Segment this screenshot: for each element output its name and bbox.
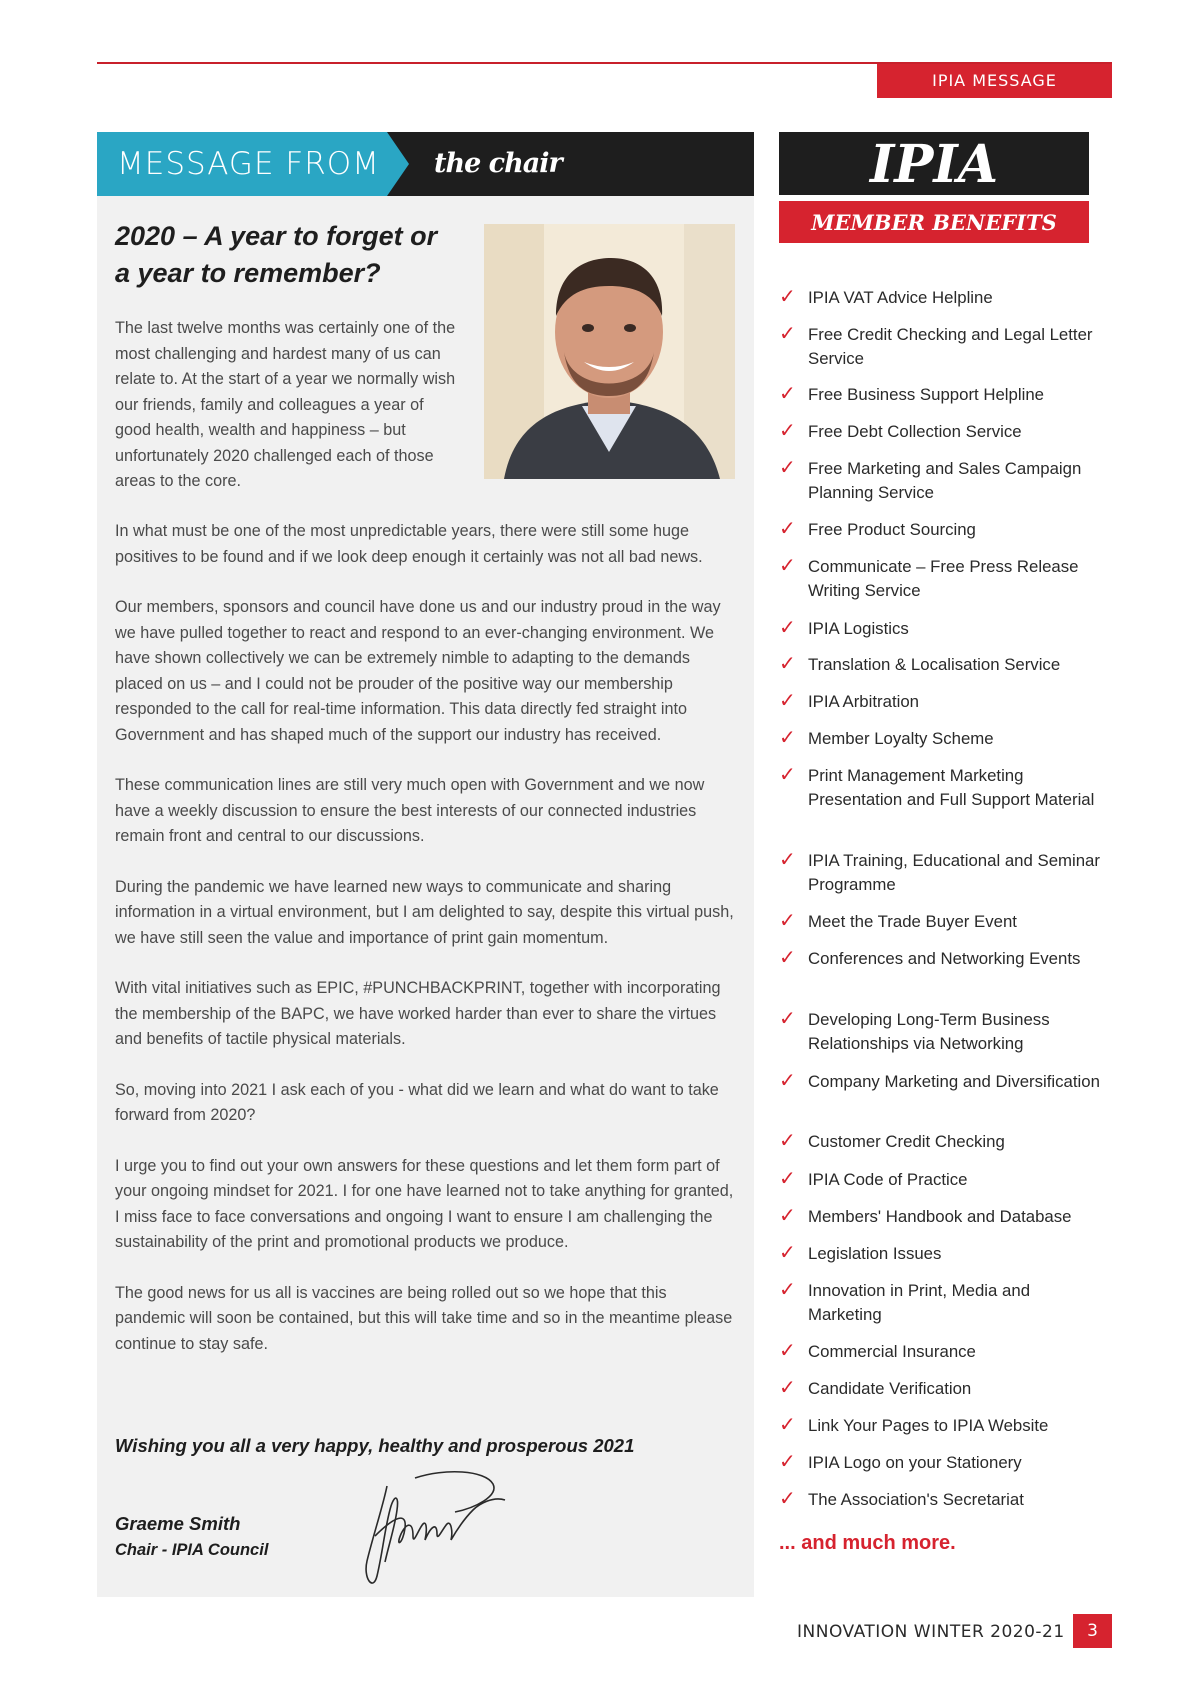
benefit-label: Communicate – Free Press Release Writing Service — [808, 557, 1079, 600]
benefit-label: Link Your Pages to IPIA Website — [808, 1416, 1049, 1435]
section-tag: IPIA MESSAGE — [877, 64, 1112, 98]
benefit-label: IPIA Logo on your Stationery — [808, 1453, 1022, 1472]
banner-the-chair: the chair — [434, 148, 562, 179]
benefit-label: Commercial Insurance — [808, 1342, 976, 1361]
checkmark-icon: ✓ — [779, 945, 796, 969]
ipia-title-box: IPIA — [779, 132, 1089, 195]
benefit-label: IPIA VAT Advice Helpline — [808, 288, 993, 307]
closing-wish: Wishing you all a very happy, healthy and prosperous 2021 — [115, 1435, 635, 1456]
article-body — [115, 519, 740, 1382]
checkmark-icon: ✓ — [779, 762, 796, 786]
checkmark-icon: ✓ — [779, 1277, 796, 1301]
banner-teal-block — [97, 132, 387, 196]
article-paragraph: The good news for us all is vaccines are being rolled out so we hope that this pandemic will soon be contained, but this will take time and so in the meantime please continue to stay safe. — [115, 1283, 733, 1353]
benefit-label: Innovation in Print, Media and Marketing — [808, 1281, 1031, 1324]
benefit-label: Translation & Localisation Service — [808, 655, 1061, 674]
article-paragraph: So, moving into 2021 I ask each of you - what did we learn and what do want to take forward from 2020? — [115, 1080, 719, 1124]
checkmark-icon: ✓ — [779, 847, 796, 871]
benefit-label: Free Product Sourcing — [808, 520, 976, 539]
checkmark-icon: ✓ — [779, 1240, 796, 1264]
checkmark-icon: ✓ — [779, 615, 796, 639]
checkmark-icon: ✓ — [779, 1449, 796, 1473]
checkmark-icon: ✓ — [779, 1375, 796, 1399]
benefit-label: IPIA Logistics — [808, 619, 909, 638]
checkmark-icon: ✓ — [779, 516, 796, 540]
benefit-label: Free Credit Checking and Legal Letter Service — [808, 325, 1093, 368]
member-benefits-title: MEMBER BENEFITS — [779, 201, 1089, 243]
checkmark-icon: ✓ — [779, 725, 796, 749]
banner-message-from: MESSAGE FROM — [117, 146, 380, 182]
benefit-label: IPIA Training, Educational and Seminar Programme — [808, 851, 1100, 894]
checkmark-icon: ✓ — [779, 455, 796, 479]
article-headline: 2020 – A year to forget or a year to remember? — [115, 221, 438, 288]
benefit-label: Free Business Support Helpline — [808, 385, 1044, 404]
and-much-more: ... and much more. — [779, 1532, 956, 1554]
checkmark-icon: ✓ — [779, 1068, 796, 1092]
page-number: 3 — [1073, 1614, 1112, 1648]
checkmark-icon: ✓ — [779, 1203, 796, 1227]
checkmark-icon: ✓ — [779, 688, 796, 712]
checkmark-icon: ✓ — [779, 381, 796, 405]
benefit-label: Print Management Marketing Presentation and Full Support Material — [808, 766, 1095, 809]
checkmark-icon: ✓ — [779, 651, 796, 675]
article-paragraph: I urge you to find out your own answers for these questions and let them form part of your ongoing mindset for 2021. I for one have learned not to take anything for granted, I miss face to face conversations and ongoing I want to ensure I am challenging the sustainability of the print and promotional products we produce. — [115, 1156, 734, 1251]
checkmark-icon: ✓ — [779, 1166, 796, 1190]
benefit-label: The Association's Secretariat — [808, 1490, 1024, 1509]
benefit-label: Developing Long-Term Business Relationships via Networking — [808, 1010, 1050, 1053]
checkmark-icon: ✓ — [779, 1128, 796, 1152]
article-paragraph: Our members, sponsors and council have done us and our industry proud in the way we have pulled together to react and respond to an ever-changing environment. We have shown collectively we can be extremely nimble to adapting to the demands placed on us – and I could not be prouder of the positive way our membership responded to the call for real-time information. This data directly fed straight into Government and has shaped much of the support our industry has received. — [115, 598, 721, 744]
checkmark-icon: ✓ — [779, 1006, 796, 1030]
benefit-label: Legislation Issues — [808, 1244, 942, 1263]
checkmark-icon: ✓ — [779, 908, 796, 932]
benefit-label: IPIA Code of Practice — [808, 1170, 968, 1189]
benefit-label: Free Debt Collection Service — [808, 422, 1022, 441]
checkmark-icon: ✓ — [779, 1338, 796, 1362]
checkmark-icon: ✓ — [779, 418, 796, 442]
message-banner — [97, 132, 754, 196]
article-paragraph: These communication lines are still very much open with Government and we now have a weekly discussion to ensure the best interests of our connected industries remain front and central to our discussions. — [115, 776, 705, 845]
benefit-label: Members' Handbook and Database — [808, 1207, 1072, 1226]
benefit-label: Free Marketing and Sales Campaign Planning Service — [808, 459, 1082, 502]
article-paragraph: During the pandemic we have learned new ways to communicate and sharing information in a virtual environment, but I am delighted to say, despite this virtual push, we have still seen the value and importance of print gain momentum. — [115, 877, 734, 947]
benefit-label: Customer Credit Checking — [808, 1132, 1005, 1151]
checkmark-icon: ✓ — [779, 321, 796, 345]
benefit-label: IPIA Arbitration — [808, 692, 920, 711]
checkmark-icon: ✓ — [779, 1412, 796, 1436]
benefit-label: Member Loyalty Scheme — [808, 729, 994, 748]
author-photo — [484, 224, 735, 479]
checkmark-icon: ✓ — [779, 284, 796, 308]
banner-arrow — [387, 132, 409, 196]
article-paragraph: In what must be one of the most unpredictable years, there were still some huge positives to be found and if we look deep enough it certainly was not all bad news. — [115, 522, 703, 566]
benefit-label: Candidate Verification — [808, 1379, 972, 1398]
benefit-label: Conferences and Networking Events — [808, 949, 1081, 968]
signatory-name: Graeme Smith — [115, 1513, 241, 1534]
article-intro: The last twelve months was certainly one of the most challenging and hardest many of us can relate to. At the start of a year we normally wish our friends, family and colleagues a year of good health, wealth and happiness – but unfortunately 2020 challenged each of those areas to the core. — [115, 319, 456, 490]
handwritten-signature — [355, 1466, 515, 1596]
issue-label: INNOVATION WINTER 2020-21 — [797, 1622, 1065, 1642]
checkmark-icon: ✓ — [779, 553, 796, 577]
benefit-label: Company Marketing and Diversification — [808, 1072, 1100, 1091]
article-paragraph: With vital initiatives such as EPIC, #PUNCHBACKPRINT, together with incorporating the membership of the BAPC, we have worked harder than ever to share the virtues and benefits of tactile physical materials. — [115, 979, 721, 1048]
portrait-image — [484, 224, 735, 479]
signatory-role: Chair - IPIA Council — [115, 1541, 269, 1559]
benefit-label: Meet the Trade Buyer Event — [808, 912, 1017, 931]
checkmark-icon: ✓ — [779, 1486, 796, 1510]
